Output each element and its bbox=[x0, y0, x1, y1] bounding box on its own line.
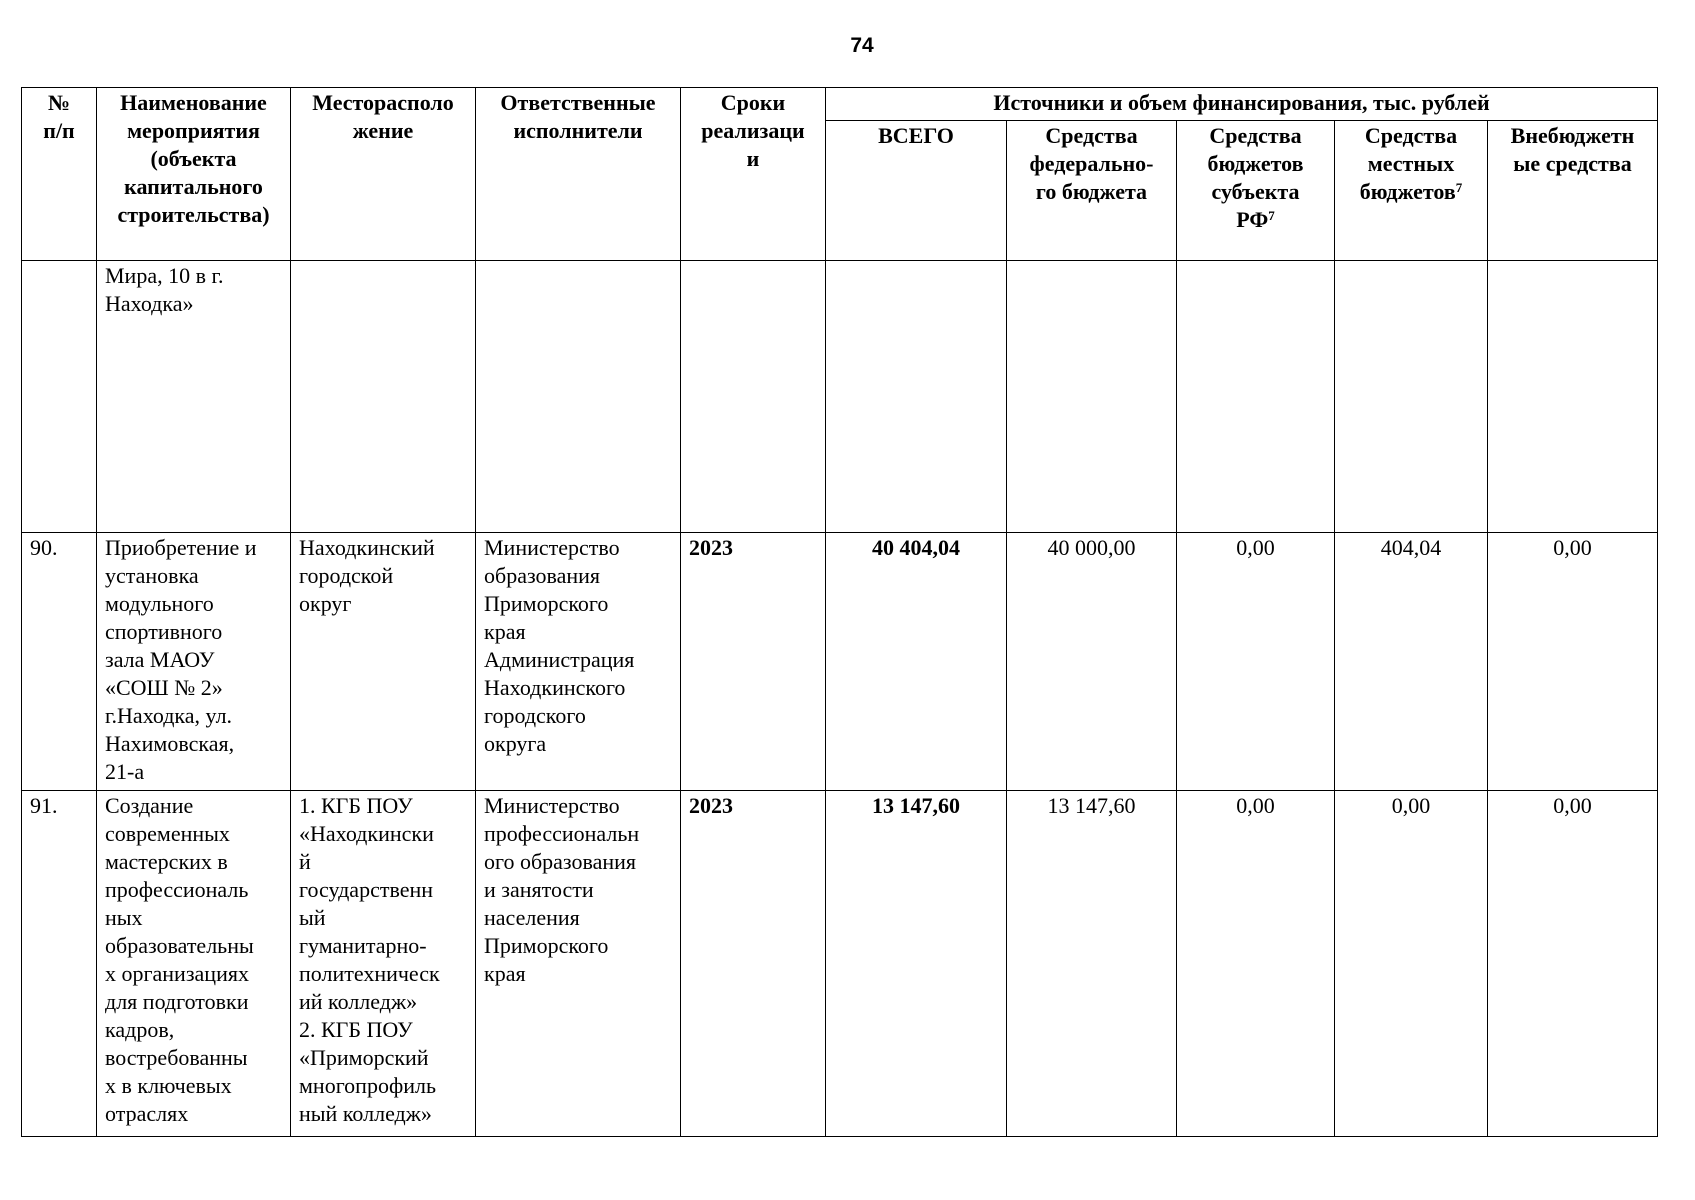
header-name: Наименование мероприятия (объекта капитального строительства) bbox=[97, 88, 291, 261]
funding-table bbox=[21, 87, 1658, 1137]
row-num: 91. bbox=[22, 791, 97, 1137]
header-regional-footnote: 7 bbox=[1268, 208, 1275, 223]
header-local-footnote: 7 bbox=[1455, 180, 1463, 195]
row-responsible: Министерство профессиональн ого образования и занятости населения Приморского края bbox=[476, 791, 681, 1137]
row-responsible: Министерство образования Приморского края Администрация Находкинского городского округа bbox=[476, 533, 681, 791]
row-extra: 0,00 bbox=[1488, 533, 1658, 791]
row-total: 40 404,04 bbox=[826, 533, 1007, 791]
row-num bbox=[22, 261, 97, 533]
header-federal: Средства федерально- го бюджета bbox=[1007, 121, 1177, 261]
table-row bbox=[22, 261, 1658, 533]
header-num: № п/п bbox=[22, 88, 97, 261]
row-location: Находкинский городской округ bbox=[291, 533, 476, 791]
header-row-1 bbox=[22, 88, 1658, 121]
row-num: 90. bbox=[22, 533, 97, 791]
row-name: Создание современных мастерских в профессиональ ных образовательны х организациях для подготовки кадров, востребованны х в ключевых отраслях bbox=[97, 791, 291, 1137]
row-total: 13 147,60 bbox=[826, 791, 1007, 1137]
row-location: 1. КГБ ПОУ «Находкински й государственн ый гуманитарно- политехническ ий колледж» 2. КГБ ПОУ «Приморский многопрофиль ный колледж» bbox=[291, 791, 476, 1137]
row-federal: 13 147,60 bbox=[1007, 791, 1177, 1137]
header-responsible: Ответственные исполнители bbox=[476, 88, 681, 261]
row-local bbox=[1335, 261, 1488, 533]
header-regional bbox=[1177, 121, 1335, 261]
row-total bbox=[826, 261, 1007, 533]
row-extra: 0,00 bbox=[1488, 791, 1658, 1137]
row-name: Мира, 10 в г. Находка» bbox=[97, 261, 291, 533]
row-federal bbox=[1007, 261, 1177, 533]
row-name: Приобретение и установка модульного спортивного зала МАОУ «СОШ № 2» г.Находка, ул. Нахимовская, 21-а bbox=[97, 533, 291, 791]
row-year: 2023 bbox=[681, 791, 826, 1137]
table-row bbox=[22, 791, 1658, 1137]
row-responsible bbox=[476, 261, 681, 533]
row-extra bbox=[1488, 261, 1658, 533]
row-regional: 0,00 bbox=[1177, 791, 1335, 1137]
header-extra: Внебюджетн ые средства bbox=[1488, 121, 1658, 261]
header-total: ВСЕГО bbox=[826, 121, 1007, 261]
table-row bbox=[22, 533, 1658, 791]
row-local: 404,04 bbox=[1335, 533, 1488, 791]
row-year: 2023 bbox=[681, 533, 826, 791]
header-terms: Сроки реализаци и bbox=[681, 88, 826, 261]
header-funding: Источники и объем финансирования, тыс. рублей bbox=[826, 88, 1658, 121]
row-year bbox=[681, 261, 826, 533]
header-location: Месторасполо жение bbox=[291, 88, 476, 261]
row-location bbox=[291, 261, 476, 533]
header-local-label: Средства местных бюджетов bbox=[1359, 123, 1458, 204]
row-federal: 40 000,00 bbox=[1007, 533, 1177, 791]
row-regional: 0,00 bbox=[1177, 533, 1335, 791]
page-number: 74 bbox=[850, 34, 874, 57]
header-local bbox=[1335, 121, 1488, 261]
row-local: 0,00 bbox=[1335, 791, 1488, 1137]
header-regional-label: Средства бюджетов субъекта РФ bbox=[1207, 123, 1304, 232]
row-regional bbox=[1177, 261, 1335, 533]
